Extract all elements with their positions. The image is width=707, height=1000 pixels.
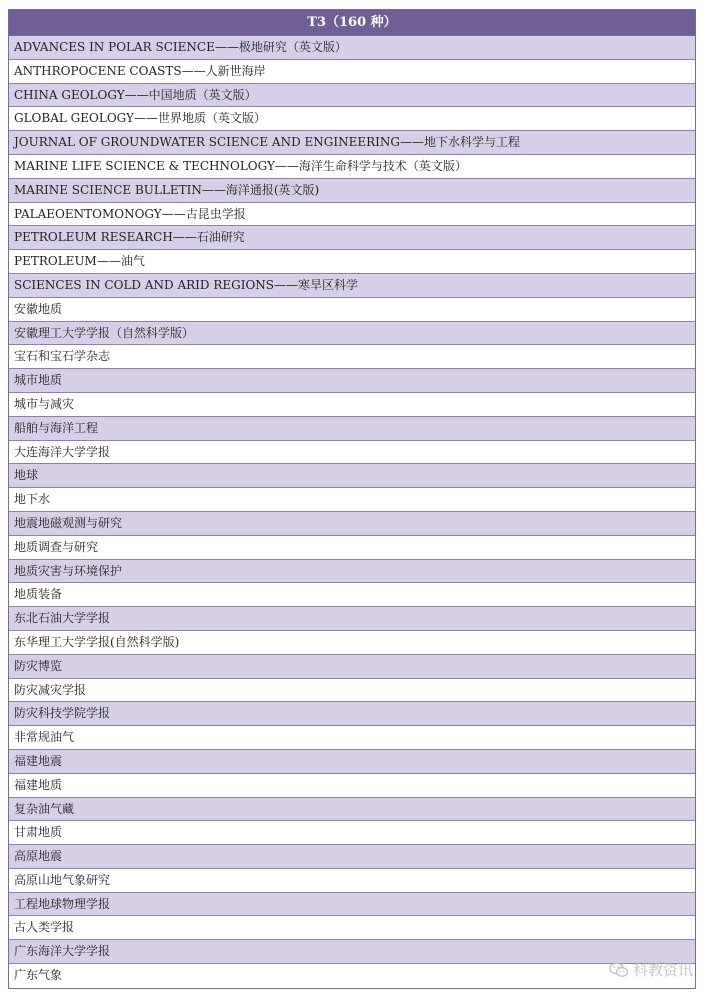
table-title: T3（160 种）: [9, 10, 695, 36]
table-row: 甘肃地质: [9, 821, 695, 845]
table-row: 复杂油气藏: [9, 798, 695, 822]
table-row: 广东气象: [9, 964, 695, 988]
table-row: PETROLEUM RESEARCH——石油研究: [9, 226, 695, 250]
table-row: PALAEOENTOMONOGY——古昆虫学报: [9, 203, 695, 227]
table-row: 东华理工大学学报(自然科学版): [9, 631, 695, 655]
table-row: ANTHROPOCENE COASTS——人新世海岸: [9, 60, 695, 84]
table-row: 广东海洋大学学报: [9, 940, 695, 964]
watermark-text: 科教资讯: [632, 961, 693, 979]
table-row: SCIENCES IN COLD AND ARID REGIONS——寒旱区科学: [9, 274, 695, 298]
table-row: 大连海洋大学学报: [9, 441, 695, 465]
table-row: 非常规油气: [9, 726, 695, 750]
table-row: 防灾科技学院学报: [9, 702, 695, 726]
table-row: 城市与减灾: [9, 393, 695, 417]
table-row: ADVANCES IN POLAR SCIENCE——极地研究（英文版）: [9, 36, 695, 60]
table-row: 东北石油大学学报: [9, 607, 695, 631]
journal-table: [8, 9, 696, 989]
table-body: [9, 36, 695, 988]
table-row: 地震地磁观测与研究: [9, 512, 695, 536]
table-row: 高原地震: [9, 845, 695, 869]
table-row: 古人类学报: [9, 916, 695, 940]
table-row: 地质灾害与环境保护: [9, 560, 695, 584]
table-row: 地质装备: [9, 583, 695, 607]
table-row: 安徽地质: [9, 298, 695, 322]
table-row: 船舶与海洋工程: [9, 417, 695, 441]
table-row: 高原山地气象研究: [9, 869, 695, 893]
table-row: 城市地质: [9, 369, 695, 393]
table-row: 地下水: [9, 488, 695, 512]
table-row: 宝石和宝石学杂志: [9, 345, 695, 369]
table-row: 福建地质: [9, 774, 695, 798]
watermark: [609, 959, 693, 980]
table-row: 防灾减灾学报: [9, 679, 695, 703]
table-row: 福建地震: [9, 750, 695, 774]
table-row: 防灾博览: [9, 655, 695, 679]
table-row: PETROLEUM——油气: [9, 250, 695, 274]
table-row: MARINE SCIENCE BULLETIN——海洋通报(英文版): [9, 179, 695, 203]
table-row: 工程地球物理学报: [9, 893, 695, 917]
table-row: 地球: [9, 464, 695, 488]
table-row: CHINA GEOLOGY——中国地质（英文版）: [9, 84, 695, 108]
table-row: JOURNAL OF GROUNDWATER SCIENCE AND ENGINEERING——地下水科学与工程: [9, 131, 695, 155]
table-row: MARINE LIFE SCIENCE & TECHNOLOGY——海洋生命科学与技术（英文版）: [9, 155, 695, 179]
wechat-icon: [609, 962, 629, 978]
table-row: 安徽理工大学学报（自然科学版）: [9, 322, 695, 346]
table-row: GLOBAL GEOLOGY——世界地质（英文版）: [9, 107, 695, 131]
table-row: 地质调查与研究: [9, 536, 695, 560]
